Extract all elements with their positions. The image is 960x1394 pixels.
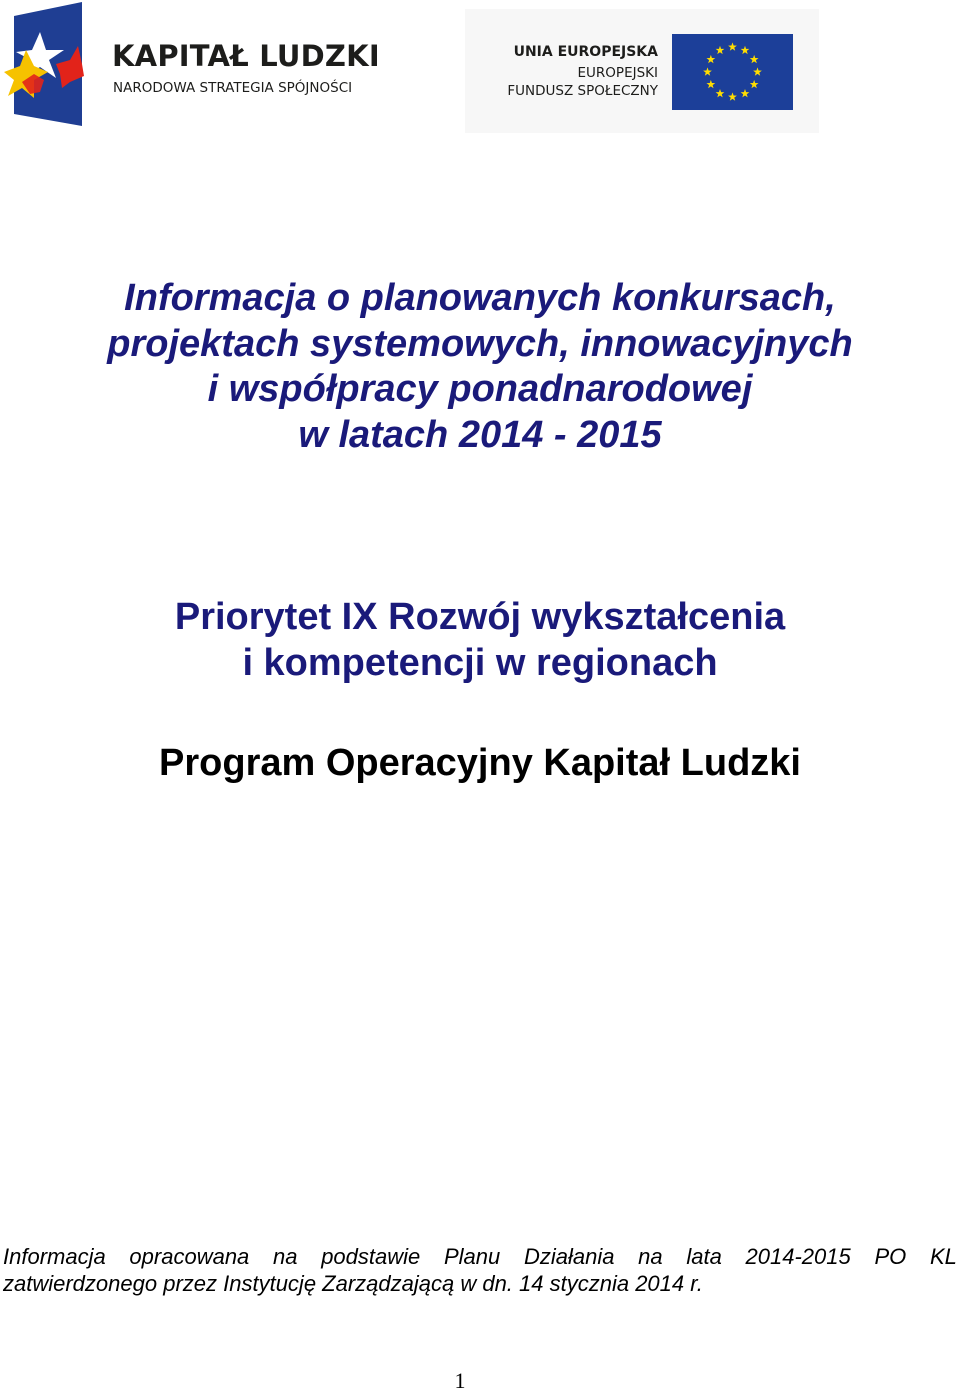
priority-line: i kompetencji w regionach [242,642,718,684]
note-word: na [273,1244,298,1269]
title-line: Informacja o planowanych konkursach, [124,277,836,319]
note-line-2: zatwierdzonego przez Instytucję Zarządzającą w dn. 14 stycznia 2014 r. [3,1271,703,1296]
note-word: Działania [523,1244,615,1269]
note-word: Informacja [3,1244,106,1269]
eu-logo-line-2: EUROPEJSKI [577,65,658,81]
note-word: 2014-2015 [745,1244,851,1269]
note-word: Planu [443,1244,501,1269]
eu-fund-logo [465,9,819,133]
kapital-ludzki-subtitle: NARODOWA STRATEGIA SPÓJNOŚCI [113,80,353,96]
priority-heading [0,594,960,686]
priority-line: Priorytet IX Rozwój wykształcenia [174,596,786,638]
eu-flag-icon [672,34,793,110]
page-number: 1 [454,1368,466,1393]
kapital-ludzki-title: KAPITAŁ LUDZKI [112,39,380,73]
eu-logo-line-1: UNIA EUROPEJSKA [513,44,658,60]
note-word: PO [874,1244,907,1269]
note-word: KL [929,1244,957,1269]
note-word: na [638,1244,663,1269]
eu-logo-line-3: FUNDUSZ SPOŁECZNY [507,83,658,99]
title-line: projektach systemowych, innowacyjnych [107,322,853,365]
note-word: podstawie [321,1244,421,1269]
note-word: lata [686,1244,722,1269]
kapital-ludzki-emblem-icon [4,2,86,130]
title-line: w latach 2014 - 2015 [298,413,662,456]
title-line: i współpracy ponadnarodowej [207,368,753,410]
kapital-ludzki-logo [4,2,394,130]
note-line-1 [3,1243,957,1270]
note-word: opracowana [129,1244,250,1269]
document-title [0,276,960,458]
program-heading: Program Operacyjny Kapitał Ludzki [159,742,801,784]
document-note [3,1243,957,1297]
